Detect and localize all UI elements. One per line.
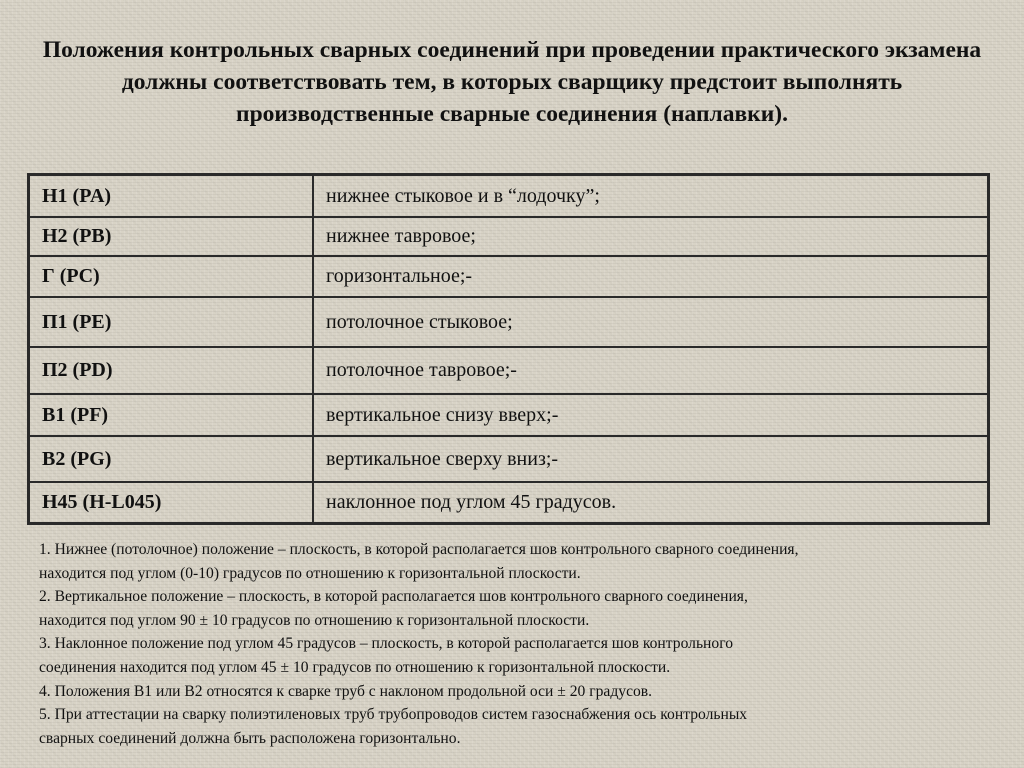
position-description: вертикальное сверху вниз;- bbox=[313, 436, 989, 482]
table-row bbox=[29, 394, 989, 436]
footnote-line: 4. Положения В1 или В2 относятся к сварке труб с наклоном продольной оси ± 20 градусов. bbox=[39, 682, 653, 700]
table-row bbox=[29, 217, 989, 256]
footnote-line: соединения находится под углом 45 ± 10 градусов по отношению к горизонтальной плоскости. bbox=[39, 658, 671, 676]
table-row bbox=[29, 436, 989, 482]
footnote-line: находится под углом 90 ± 10 градусов по отношению к горизонтальной плоскости. bbox=[39, 611, 590, 629]
table-row bbox=[29, 256, 989, 297]
position-code: П1 (PE) bbox=[29, 297, 314, 347]
position-description: наклонное под углом 45 градусов. bbox=[313, 482, 989, 524]
position-description: потолочное тавровое;- bbox=[313, 347, 989, 394]
table-row bbox=[29, 175, 989, 217]
position-code: В2 (PG) bbox=[29, 436, 314, 482]
table-row bbox=[29, 297, 989, 347]
table-row bbox=[29, 347, 989, 394]
page-title: Положения контрольных сварных соединений при проведении практического экзамена должны соответствовать тем, в которых сварщику предстоит выполнять производственные сварные соединения (наплавки). bbox=[42, 37, 982, 127]
footnote-line: 1. Нижнее (потолочное) положение – плоскость, в которой располагается шов контрольного сварного соединения, bbox=[39, 541, 799, 558]
footnote-line: 3. Наклонное положение под углом 45 градусов – плоскость, в которой располагается шов контрольного bbox=[39, 635, 734, 653]
position-description: горизонтальное;- bbox=[313, 256, 989, 297]
footnotes bbox=[39, 538, 1019, 750]
footnote-line: находится под углом (0-10) градусов по отношению к горизонтальной плоскости. bbox=[39, 564, 581, 582]
position-code: Н1 (PA) bbox=[29, 175, 314, 217]
weld-positions-table bbox=[27, 173, 990, 525]
position-code: Н45 (H-L045) bbox=[29, 482, 314, 524]
position-code: В1 (PF) bbox=[29, 394, 314, 436]
footnote-line: сварных соединений должна быть расположена горизонтально. bbox=[39, 729, 461, 747]
footnote-line: 2. Вертикальное положение – плоскость, в которой располагается шов контрольного сварного соединения, bbox=[39, 588, 748, 606]
position-code: Г (PC) bbox=[29, 256, 314, 297]
position-code: Н2 (PB) bbox=[29, 217, 314, 256]
position-description: вертикальное снизу вверх;- bbox=[313, 394, 989, 436]
position-description: нижнее тавровое; bbox=[313, 217, 989, 256]
position-description: потолочное стыковое; bbox=[313, 297, 989, 347]
position-code: П2 (PD) bbox=[29, 347, 314, 394]
position-description: нижнее стыковое и в “лодочку”; bbox=[313, 175, 989, 217]
footnote-line: 5. При аттестации на сварку полиэтиленовых труб трубопроводов систем газоснабжения ось контрольных bbox=[39, 706, 748, 724]
table-row bbox=[29, 482, 989, 524]
